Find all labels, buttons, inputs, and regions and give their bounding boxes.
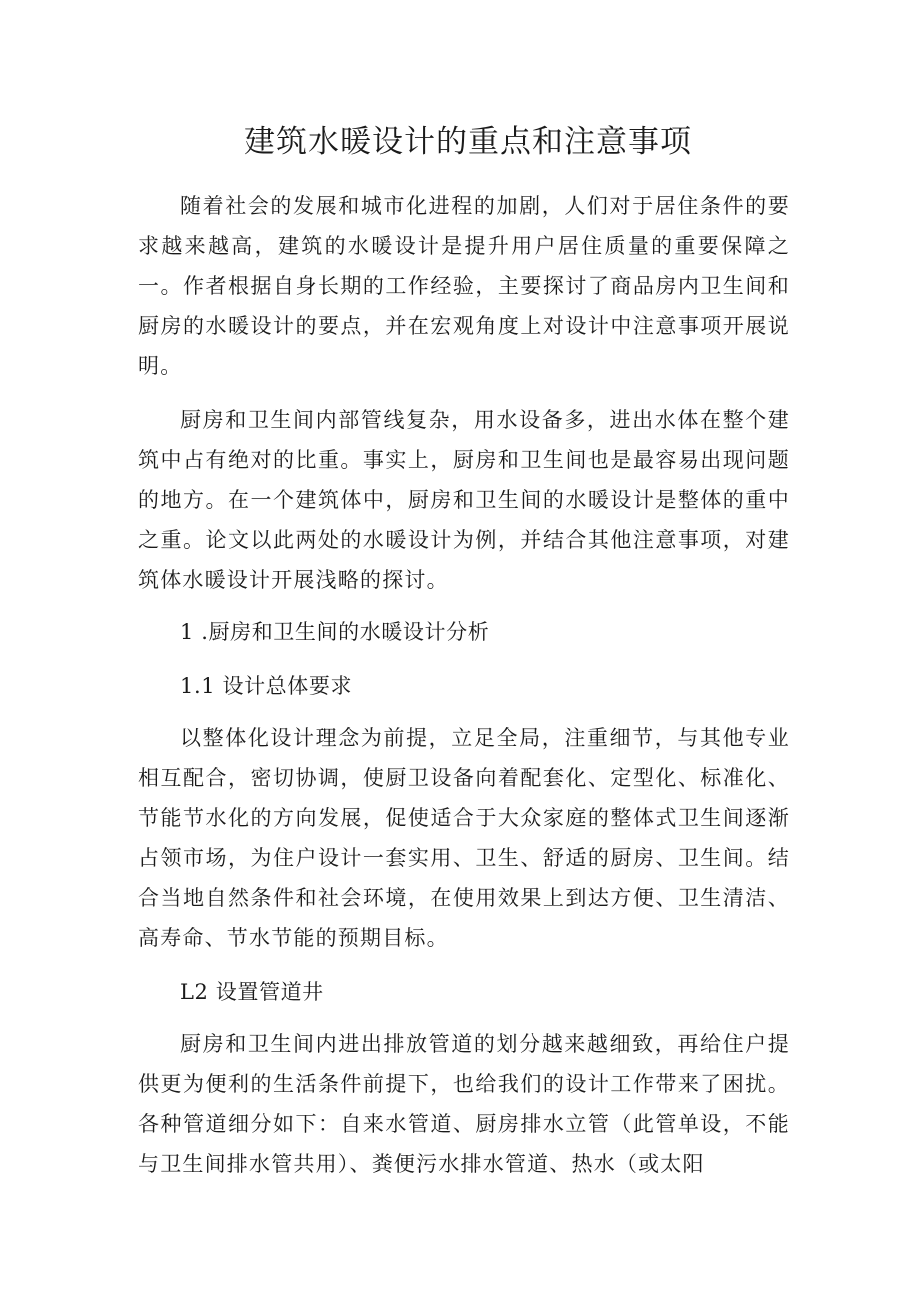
intro-paragraph-1: 随着社会的发展和城市化进程的加剧，人们对于居住条件的要求越来越高，建筑的水暖设计是提升用户居住质量的重要保障之一。作者根据自身长期的工作经验，主要探讨了商品房内卫生间和厨房的水暖设计的要点，并在宏观角度上对设计中注意事项开展说明。 [138, 194, 790, 378]
section-1-heading: 1 .厨房和卫生间的水暖设计分析 [180, 620, 490, 644]
section-1-1-heading: 1.1 设计总体要求 [180, 674, 353, 698]
section-1-1-paragraph: 以整体化设计理念为前提，立足全局，注重细节，与其他专业相互配合，密切协调，使厨卫设备向着配套化、定型化、标准化、节能节水化的方向发展，促使适合于大众家庭的整体式卫生间逐渐占领市场，为住户设计一套实用、卫生、舒适的厨房、卫生间。结合当地自然条件和社会环境，在使用效果上到达方便、卫生清洁、高寿命、节水节能的预期目标。 [138, 726, 790, 950]
section-1-2-heading: L2 设置管道井 [180, 980, 324, 1004]
section-1-2-paragraph: 厨房和卫生间内进出排放管道的划分越来越细致，再给住户提供更为便利的生活条件前提下，也给我们的设计工作带来了困扰。各种管道细分如下：自来水管道、厨房排水立管（此管单设，不能与卫生间排水管共用）、粪便污水排水管道、热水（或太阳 [138, 1032, 790, 1176]
intro-paragraph-2: 厨房和卫生间内部管线复杂，用水设备多，进出水体在整个建筑中占有绝对的比重。事实上，厨房和卫生间也是最容易出现问题的地方。在一个建筑体中，厨房和卫生间的水暖设计是整体的重中之重。论文以此两处的水暖设计为例，并结合其他注意事项，对建筑体水暖设计开展浅略的探讨。 [138, 408, 790, 592]
document-title: 建筑水暖设计的重点和注意事项 [244, 124, 692, 160]
